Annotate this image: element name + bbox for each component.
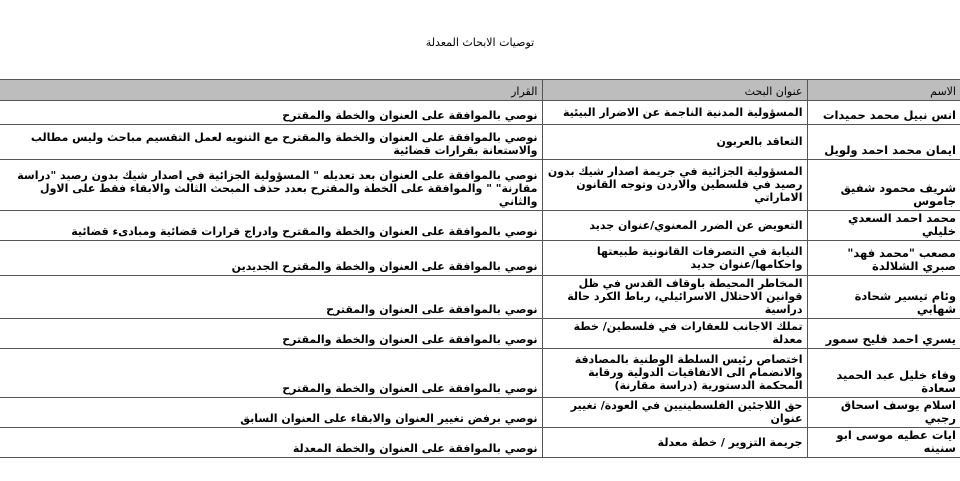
cell-topic: تملك الاجانب للعقارات في فلسطين/ خطة معدلة [542, 319, 807, 349]
decision-text: نوصي بالموافقة على العنوان والخطة والمقترح الجديدين [231, 260, 538, 273]
cell-topic: النيابة في التصرفات القانونية طبيعتها واحكامها/عنوان جديد [542, 241, 807, 276]
cell-name: مصعب "محمد فهد" صبري الشلالدة [807, 241, 960, 276]
cell-decision [0, 160, 542, 211]
table-row [0, 211, 960, 241]
cell-topic: التعاقد بالعربون [542, 125, 807, 160]
decision-text: نوصي برفض تغيير العنوان والابقاء على العنوان السابق [240, 412, 538, 425]
header-decision: القرار [0, 80, 542, 101]
decision-text: نوصي بالموافقة على العنوان بعد تعديله " المسؤولية الجزائية في اصدار شيك بدون رصيد "دراسة مقارنة" " والموافقة على الخطة والمقترح بعدد حذف المبحث الثالث والابقاء فقط على الاول والثاني [17, 169, 538, 208]
cell-decision [0, 101, 542, 125]
table-row [0, 319, 960, 349]
decision-text: نوصي بالموافقة على العنوان والخطة والمقترح [282, 382, 538, 395]
decision-text: نوصي بالموافقة على العنوان والخطة والمقترح [282, 333, 538, 346]
cell-topic: اختصاص رئيس السلطة الوطنية بالمصادقة والانضمام الى الاتفاقيات الدولية ورقابة المحكمة الدستورية (دراسة مقارنة) [542, 349, 807, 398]
decision-text: نوصي بالموافقة على العنوان والمقترح [326, 303, 538, 316]
cell-topic: المخاطر المحيطة باوقاف القدس في ظل قوانين الاحتلال الاسرائيلي، رباط الكرد حالة دراسية [542, 276, 807, 319]
header-topic: عنوان البحث [542, 80, 807, 101]
decision-text: نوصي بالموافقة على العنوان والخطة والمقترح [282, 109, 538, 122]
decision-text: نوصي بالموافقة على العنوان والخطة والمقترح مع التنويه لعمل التقسيم مباحث وليس مطالب والاستعانة بقرارات قضائية [30, 131, 538, 157]
cell-name: اسلام يوسف اسحاق رجبي [807, 398, 960, 428]
cell-topic: جريمة التزوير / خطة معدلة [542, 428, 807, 458]
cell-name: وفاء خليل عبد الحميد سعادة [807, 349, 960, 398]
cell-topic: التعويض عن الضرر المعنوي/عنوان جديد [542, 211, 807, 241]
cell-decision [0, 349, 542, 398]
cell-topic: حق اللاجئين الفلسطينيين في العودة/ تغيير عنوان [542, 398, 807, 428]
table-row [0, 101, 960, 125]
cell-name: ايات عطيه موسى ابو سنينه [807, 428, 960, 458]
table-row [0, 241, 960, 276]
cell-name: محمد احمد السعدي خليلي [807, 211, 960, 241]
cell-topic: المسؤولية الجزائية في جريمة اصدار شيك بدون رصيد في فلسطين والاردن وتوجه القانون الاماراتي [542, 160, 807, 211]
decision-text: نوصي بالموافقة على العنوان والخطة والمقترح وادراج قرارات قضائية ومبادىء قضائية [71, 225, 538, 238]
cell-decision [0, 125, 542, 160]
table-row [0, 349, 960, 398]
cell-decision [0, 276, 542, 319]
table-row [0, 160, 960, 211]
table-row [0, 428, 960, 458]
table-row [0, 276, 960, 319]
table-header-row [0, 80, 960, 101]
cell-name: شريف محمود شفيق جاموس [807, 160, 960, 211]
cell-decision [0, 398, 542, 428]
cell-decision [0, 319, 542, 349]
recommendations-table [0, 79, 960, 458]
cell-name: ايمان محمد احمد ولويل [807, 125, 960, 160]
document-title: توصيات الابحاث المعدلة [425, 36, 535, 49]
cell-name: وئام تيسير شحادة شهابي [807, 276, 960, 319]
cell-decision [0, 211, 542, 241]
table-row [0, 125, 960, 160]
cell-topic: المسؤولية المدنية الناجمة عن الاضرار البيئية [542, 101, 807, 125]
decision-text: نوصي بالموافقة على العنوان والخطة المعدلة [292, 442, 538, 455]
cell-name: انس نبيل محمد حميدات [807, 101, 960, 125]
cell-decision [0, 241, 542, 276]
cell-decision [0, 428, 542, 458]
table-row [0, 398, 960, 428]
cell-name: يسري احمد فليح سمور [807, 319, 960, 349]
header-name: الاسم [807, 80, 960, 101]
